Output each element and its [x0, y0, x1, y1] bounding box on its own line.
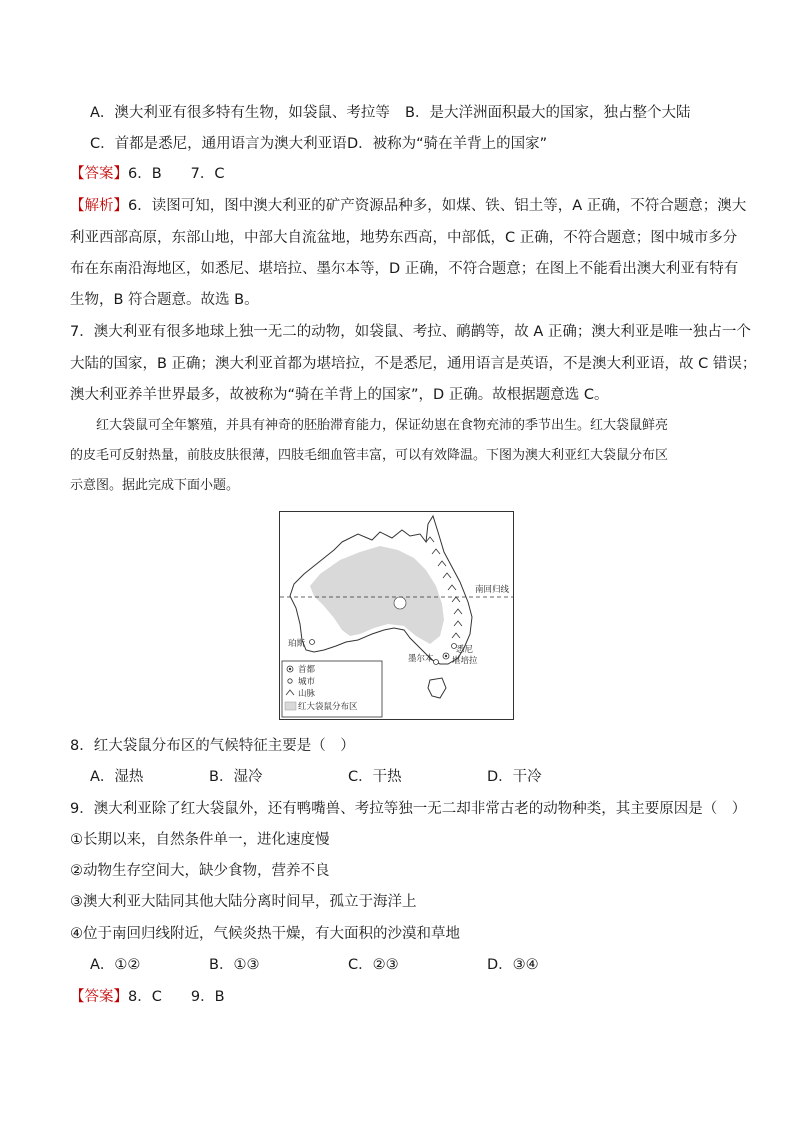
- australia-map: [279, 511, 514, 720]
- map-legend: [282, 661, 382, 717]
- q9-option-d: D．③④: [487, 957, 539, 973]
- tropic-label: 南回归线: [475, 585, 510, 595]
- legend-range-icon: [285, 702, 296, 710]
- q8-option-a: A．湿热: [90, 769, 144, 785]
- answer-tag: 【答案】: [70, 166, 128, 182]
- q9-option-a: A．①②: [90, 957, 141, 973]
- analysis-line-5: 7．澳大利亚有很多地球上独一无二的动物，如袋鼠、考拉、鸸鹋等，故 A 正确；澳大利亚是唯一独占一个: [70, 324, 751, 340]
- legend-mountain: 山脉: [298, 689, 316, 699]
- legend-capital: 首都: [298, 665, 316, 675]
- analysis-line-3: 布在东南沿海地区，如悉尼、堪培拉、墨尔本等，D 正确，不符合题意；在图上不能看出澳大利亚有特有: [70, 261, 739, 277]
- q9-statement-4: ④位于南回归线附近，气候炎热干燥，有大面积的沙漠和草地: [70, 926, 460, 942]
- q8-option-d: D．干冷: [487, 769, 542, 785]
- analysis-tag: 【解析】: [70, 198, 128, 214]
- answer-tag-2: 【答案】: [70, 989, 128, 1005]
- perth-marker: [310, 640, 315, 645]
- q9-option-c: C．②③: [348, 957, 399, 973]
- answer-text-2: 8．C 9．B: [128, 989, 225, 1005]
- legend-city: 城市: [298, 677, 316, 687]
- q9-statement-3: ③澳大利亚大陆同其他大陆分离时间早，孤立于海洋上: [70, 894, 417, 910]
- answer-text: 6．B 7．C: [128, 166, 225, 182]
- passage-line-2: 的皮毛可反射热量，前肢皮肤很薄，四肢毛细血管丰富，可以有效降温。下图为澳大利亚红大袋鼠分布区: [70, 448, 669, 463]
- answer-row-1: [70, 164, 225, 184]
- lake-eyre: [394, 597, 406, 609]
- q8-option-b: B．湿冷: [209, 769, 263, 785]
- q9-option-b: B．①③: [209, 957, 260, 973]
- q5-option-b: B．是大洋洲面积最大的国家，独占整个大陆: [405, 105, 691, 121]
- analysis-line-4: 生物，B 符合题意。故选 B。: [70, 292, 259, 308]
- sydney-label: 悉尼: [456, 645, 474, 655]
- passage-line-3: 示意图。据此完成下面小题。: [70, 478, 240, 493]
- q5-option-d: D．被称为“骑在羊背上的国家”: [347, 136, 548, 152]
- legend-range: 红大袋鼠分布区: [298, 702, 358, 712]
- q5-option-c: C．首都是悉尼，通用语言为澳大利亚语: [90, 136, 347, 152]
- q5-option-a: A．澳大利亚有很多特有生物，如袋鼠、考拉等: [90, 105, 390, 121]
- q9-statement-2: ②动物生存空间大，缺少食物，营养不良: [70, 863, 330, 879]
- analysis-line-7: 澳大利亚养羊世界最多，故被称为“骑在羊背上的国家”，D 正确。故根据题意选 C。: [70, 387, 609, 403]
- analysis-line-2: 利亚西部高原，东部山地，中部大自流盆地，地势东西高，中部低，C 正确，不符合题意；图中城市多分: [70, 230, 738, 246]
- q8-option-c: C．干热: [348, 769, 402, 785]
- perth-label: 珀斯: [288, 639, 306, 649]
- australia-map-svg: [280, 512, 513, 719]
- analysis-line-6: 大陆的国家，B 正确；澳大利亚首都为堪培拉，不是悉尼，通用语言是英语，不是澳大利亚语，故 C 错误；: [70, 356, 757, 372]
- analysis-line-1: 【解析】6．读图可知，图中澳大利亚的矿产资源品种多，如煤、铁、铝土等，A 正确，不符合题意；澳大: [70, 198, 747, 214]
- answer-row-2: [70, 987, 225, 1007]
- passage-line-1: 红大袋鼠可全年繁殖，并具有神奇的胚胎滞育能力，保证幼崽在食物充沛的季节出生。红大袋鼠鲜亮: [96, 418, 669, 433]
- q9-stem: 9．澳大利亚除了红大袋鼠外，还有鸭嘴兽、考拉等独一无二却非常古老的动物种类，其主要原因是（ ）: [70, 801, 747, 817]
- tasmania-outline: [428, 678, 446, 698]
- legend-city-icon: [288, 679, 292, 683]
- canberra-label: 堪培拉: [452, 656, 478, 666]
- q9-statement-1: ①长期以来，自然条件单一，进化速度慢: [70, 832, 330, 848]
- melbourne-label: 墨尔本: [408, 654, 434, 664]
- q8-stem: 8．红大袋鼠分布区的气候特征主要是（ ）: [70, 738, 355, 754]
- melbourne-marker: [434, 660, 439, 665]
